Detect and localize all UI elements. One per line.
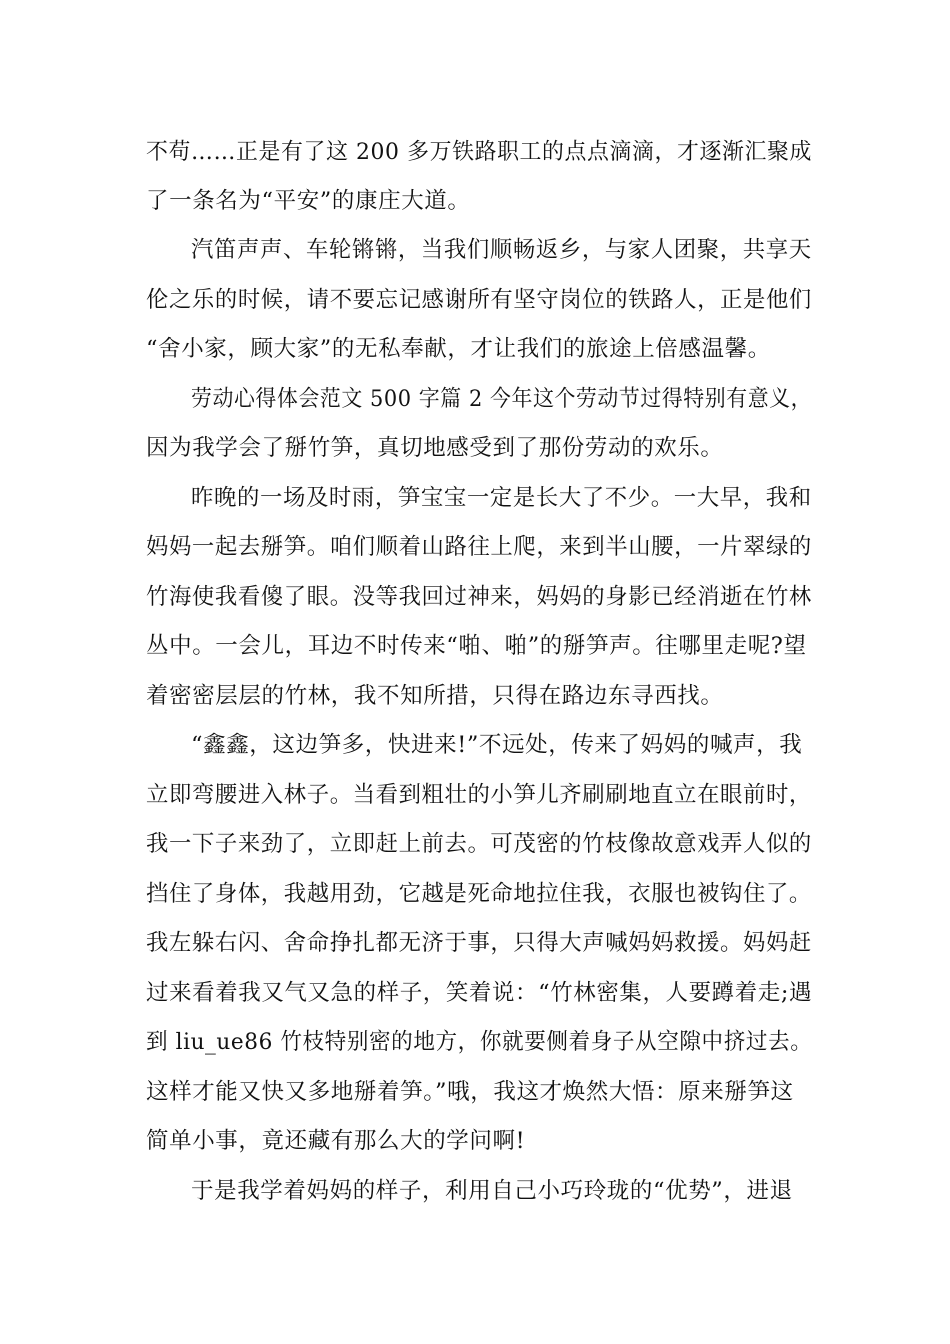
text-line: 因为我学会了掰竹笋，真切地感受到了那份劳动的欢乐。 bbox=[146, 435, 724, 461]
text-line: 妈妈一起去掰笋。咱们顺着山路往上爬，来到半山腰，一片翠绿的 bbox=[146, 534, 812, 560]
text-line: 挡住了身体，我越用劲，它越是死命地拉住我，衣服也被钩住了。 bbox=[146, 881, 812, 907]
text-line: 这样才能又快又多地掰着笋。”哦，我这才焕然大悟：原来掰笋这 bbox=[146, 1079, 794, 1105]
text-line: 简单小事，竟还藏有那么大的学问啊! bbox=[146, 1128, 526, 1154]
text-line: 着密密层层的竹林，我不知所措，只得在路边东寻西找。 bbox=[146, 683, 724, 709]
text-line: 立即弯腰进入林子。当看到粗壮的小笋儿齐刷刷地直立在眼前时， bbox=[146, 782, 812, 808]
text-line: 过来看着我又气又急的样子，笑着说：“竹林密集，人要蹲着走;遇 bbox=[146, 980, 813, 1006]
paragraph-first-line: “鑫鑫，这边笋多，快进来!”不远处，传来了妈妈的喊声，我 bbox=[191, 732, 803, 758]
paragraph-first-line: 劳动心得体会范文 500 字篇 2 今年这个劳动节过得特别有意义， bbox=[191, 386, 813, 412]
paragraph-first-line: 于是我学着妈妈的样子，利用自己小巧玲珑的“优势”，进退 bbox=[191, 1178, 793, 1204]
text-line: 了一条名为“平安”的康庄大道。 bbox=[146, 188, 471, 214]
text-line: 不苟……正是有了这 200 多万铁路职工的点点滴滴，才逐渐汇聚成 bbox=[146, 139, 812, 165]
paragraph-first-line: 汽笛声声、车轮锵锵，当我们顺畅返乡，与家人团聚，共享天 bbox=[191, 237, 812, 263]
text-line: “舍小家，顾大家”的无私奉献，才让我们的旅途上倍感温馨。 bbox=[146, 336, 771, 362]
paragraph-first-line: 昨晚的一场及时雨，笋宝宝一定是长大了不少。一大早，我和 bbox=[191, 485, 812, 511]
text-line: 竹海使我看傻了眼。没等我回过神来，妈妈的身影已经消逝在竹林 bbox=[146, 584, 812, 610]
text-line: 我一下子来劲了，立即赶上前去。可茂密的竹枝像故意戏弄人似的 bbox=[146, 831, 812, 857]
text-line: 到 liu_ue86 竹枝特别密的地方，你就要侧着身子从空隙中挤过去。 bbox=[146, 1029, 813, 1055]
text-line: 我左躲右闪、舍命挣扎都无济于事，只得大声喊妈妈救援。妈妈赶 bbox=[146, 930, 812, 956]
text-line: 丛中。一会儿，耳边不时传来“啪、啪”的掰笋声。往哪里走呢?望 bbox=[146, 633, 807, 659]
text-line: 伦之乐的时候，请不要忘记感谢所有坚守岗位的铁路人，正是他们 bbox=[146, 287, 812, 313]
